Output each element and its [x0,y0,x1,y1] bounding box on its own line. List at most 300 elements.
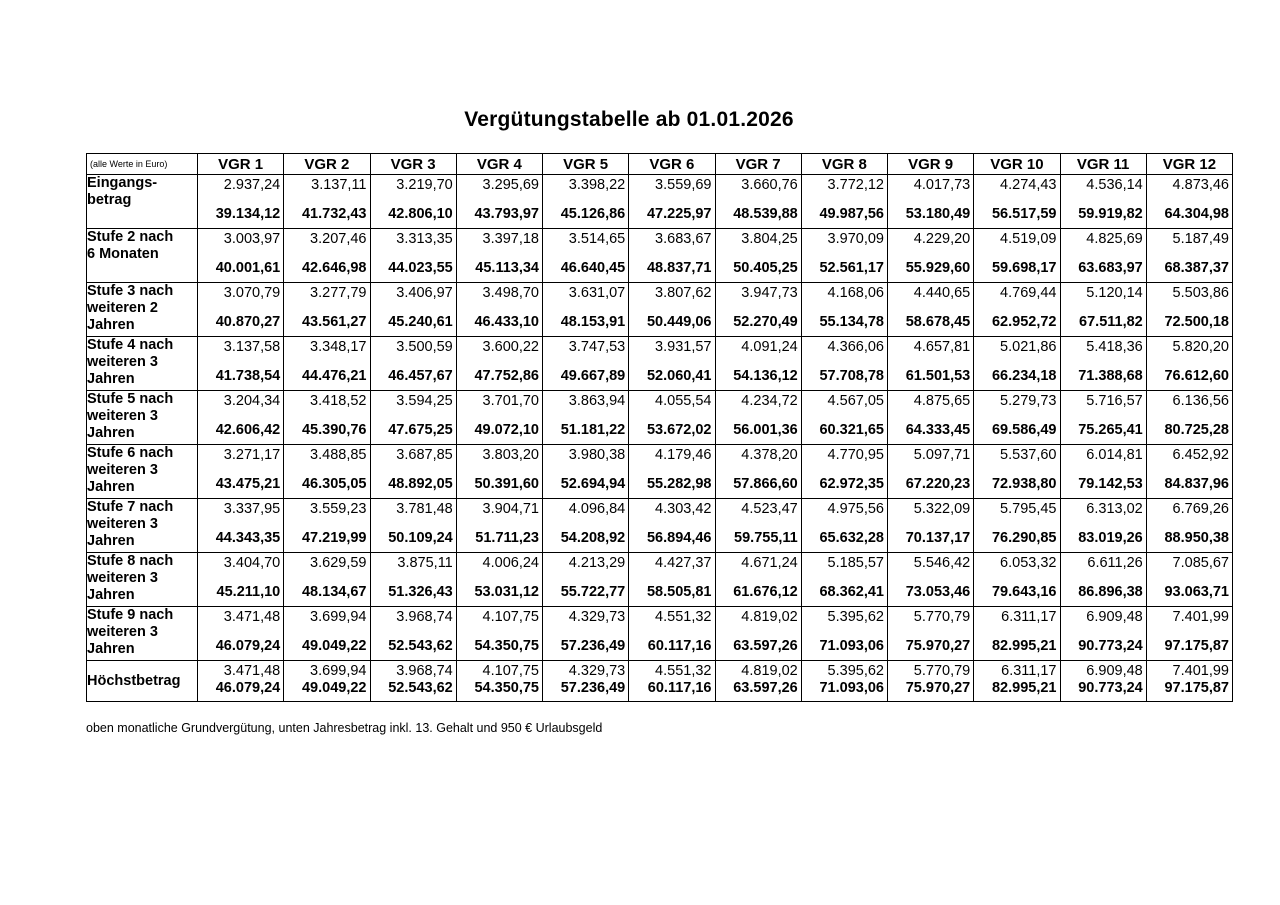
table-cell [1060,283,1146,337]
annual-value: 51.711,23 [475,530,539,546]
table-cell [801,607,887,661]
table-cell [1146,607,1232,661]
monthly-value: 4.770,95 [827,447,884,463]
monthly-value: 3.406,97 [396,285,453,301]
annual-value: 67.511,82 [1079,314,1143,330]
table-cell [974,283,1060,337]
annual-value: 63.597,26 [733,680,798,696]
table-cell [284,661,370,702]
annual-value: 41.732,43 [301,206,367,222]
monthly-value: 6.136,56 [1172,393,1229,409]
table-cell [198,499,284,553]
monthly-value: 4.234,72 [741,393,798,409]
page-title: Vergütungstabelle ab 01.01.2026 [464,108,794,131]
annual-value: 97.175,87 [1164,638,1229,654]
column-header: VGR 8 [801,154,887,175]
monthly-value: 3.295,69 [482,177,539,193]
table-cell [543,283,629,337]
annual-value: 88.950,38 [1164,530,1229,546]
annual-value: 60.117,16 [647,680,712,696]
table-cell [974,391,1060,445]
monthly-value: 4.523,47 [741,501,798,517]
column-header: VGR 5 [543,154,629,175]
monthly-value: 3.980,38 [568,447,626,463]
column-header: VGR 12 [1146,154,1232,175]
monthly-value: 3.313,35 [396,231,453,247]
monthly-value: 6.311,17 [1001,663,1057,679]
monthly-value: 3.863,94 [568,393,626,409]
annual-value: 56.001,36 [733,422,798,438]
annual-value: 52.060,41 [646,368,712,384]
monthly-value: 4.303,42 [655,501,712,517]
table-cell [198,445,284,499]
monthly-value: 4.274,43 [1000,177,1057,193]
monthly-value: 4.096,84 [568,501,626,517]
table-cell [543,661,629,702]
annual-value: 49.049,22 [301,638,367,654]
table-cell [370,391,456,445]
table-cell [715,175,801,229]
annual-value: 49.049,22 [301,680,367,696]
monthly-value: 3.600,22 [482,339,539,355]
monthly-value: 4.536,14 [1086,177,1143,193]
table-cell [888,445,974,499]
annual-value: 52.543,62 [388,680,453,696]
monthly-value: 4.107,75 [482,609,539,625]
monthly-value: 5.185,57 [827,555,884,571]
table-cell [715,229,801,283]
monthly-value: 4.017,73 [913,177,971,193]
table-cell [1146,391,1232,445]
table-cell [543,175,629,229]
monthly-value: 6.909,48 [1086,663,1143,679]
monthly-value: 3.970,09 [827,231,884,247]
table-cell [198,661,284,702]
table-cell [715,607,801,661]
table-cell [198,553,284,607]
annual-value: 42.606,42 [215,422,281,438]
table-cell [974,175,1060,229]
annual-value: 79.142,53 [1078,476,1143,492]
table-cell [888,229,974,283]
monthly-value: 3.488,85 [310,447,367,463]
annual-value: 49.667,89 [560,368,626,384]
table-cell [888,661,974,702]
annual-value: 41.738,54 [215,368,281,384]
annual-value: 59.919,82 [1078,206,1143,222]
monthly-value: 4.213,29 [568,555,626,571]
monthly-value: 4.551,32 [655,609,712,625]
monthly-value: 3.277,79 [310,285,367,301]
table-cell [974,337,1060,391]
monthly-value: 3.137,58 [223,339,281,355]
monthly-value: 5.322,09 [913,501,971,517]
table-cell [370,175,456,229]
monthly-value: 3.968,74 [396,663,453,679]
annual-value: 45.113,34 [475,260,539,276]
table-cell [629,607,715,661]
annual-value: 75.970,27 [905,638,971,654]
monthly-value: 4.873,46 [1172,177,1229,193]
annual-value: 59.755,11 [734,530,798,546]
units-note: (alle Werte in Euro) [87,154,198,175]
annual-value: 71.388,68 [1078,368,1143,384]
monthly-value: 3.804,25 [741,231,798,247]
table-cell [543,337,629,391]
annual-value: 68.362,41 [819,584,884,600]
annual-value: 56.517,59 [991,206,1057,222]
annual-value: 52.543,62 [388,638,453,654]
annual-value: 76.612,60 [1164,368,1229,384]
monthly-value: 4.769,44 [1000,285,1057,301]
column-header: VGR 10 [974,154,1060,175]
table-cell [1146,175,1232,229]
row-label: Stufe 6 nach weiteren 3 Jahren [87,445,198,499]
table-cell [629,499,715,553]
annual-value: 48.153,91 [560,314,626,330]
annual-value: 61.501,53 [905,368,971,384]
table-cell [198,175,284,229]
annual-value: 69.586,49 [991,422,1057,438]
table-cell [1146,283,1232,337]
annual-value: 55.722,77 [560,584,626,600]
monthly-value: 4.657,81 [913,339,971,355]
annual-value: 83.019,26 [1078,530,1143,546]
table-cell [284,175,370,229]
monthly-value: 3.398,22 [568,177,626,193]
row-label: Stufe 4 nach weiteren 3 Jahren [87,337,198,391]
monthly-value: 3.207,46 [310,231,367,247]
column-header: VGR 2 [284,154,370,175]
annual-value: 51.181,22 [560,422,626,438]
monthly-value: 5.820,20 [1172,339,1229,355]
annual-value: 54.208,92 [560,530,626,546]
monthly-value: 5.097,71 [913,447,971,463]
table-cell [888,175,974,229]
table-cell [715,337,801,391]
table-cell [801,445,887,499]
monthly-value: 7.085,67 [1172,555,1229,571]
monthly-value: 4.329,73 [568,663,626,679]
table-cell [1060,229,1146,283]
monthly-value: 3.699,94 [310,663,367,679]
annual-value: 46.079,24 [215,638,281,654]
table-cell [888,553,974,607]
monthly-value: 3.498,70 [482,285,539,301]
annual-value: 73.053,46 [905,584,971,600]
table-cell [456,337,542,391]
table-cell [284,283,370,337]
table-row [87,391,1233,445]
annual-value: 45.390,76 [301,422,367,438]
annual-value: 40.870,27 [215,314,281,330]
table-cell [1060,337,1146,391]
table-row [87,553,1233,607]
annual-value: 90.773,24 [1078,638,1143,654]
monthly-value: 3.348,17 [310,339,367,355]
monthly-value: 3.397,18 [482,231,539,247]
table-cell [198,337,284,391]
annual-value: 53.031,12 [474,584,539,600]
table-cell [198,391,284,445]
annual-value: 46.079,24 [215,680,281,696]
table-cell [1060,607,1146,661]
monthly-value: 4.819,02 [741,663,798,679]
monthly-value: 5.279,73 [1000,393,1057,409]
annual-value: 54.350,75 [474,638,539,654]
monthly-value: 6.769,26 [1172,501,1229,517]
table-cell [198,607,284,661]
annual-value: 75.265,41 [1078,422,1143,438]
table-cell [370,607,456,661]
table-cell [370,661,456,702]
row-label: Stufe 9 nach weiteren 3 Jahren [87,607,198,661]
annual-value: 79.643,16 [991,584,1057,600]
table-cell [198,283,284,337]
monthly-value: 3.947,73 [741,285,798,301]
table-cell [974,229,1060,283]
annual-value: 48.539,88 [733,206,798,222]
table-cell [456,175,542,229]
annual-value: 53.672,02 [646,422,712,438]
table-cell [1060,445,1146,499]
annual-value: 55.282,98 [646,476,712,492]
row-label: Stufe 5 nach weiteren 3 Jahren [87,391,198,445]
annual-value: 53.180,49 [905,206,971,222]
column-header: VGR 9 [888,154,974,175]
table-cell [888,499,974,553]
table-cell [284,391,370,445]
table-cell [284,229,370,283]
annual-value: 57.236,49 [560,680,626,696]
annual-value: 42.646,98 [301,260,367,276]
annual-value: 97.175,87 [1164,680,1229,696]
annual-value: 70.137,17 [905,530,971,546]
annual-value: 47.219,99 [301,530,367,546]
table-cell [456,661,542,702]
annual-value: 49.072,10 [474,422,539,438]
monthly-value: 5.021,86 [1000,339,1057,355]
table-cell [1146,337,1232,391]
annual-value: 48.837,71 [646,260,712,276]
table-cell [370,337,456,391]
annual-value: 64.333,45 [905,422,971,438]
annual-value: 46.457,67 [388,368,453,384]
table-cell [284,607,370,661]
annual-value: 72.500,18 [1164,314,1229,330]
table-cell [629,283,715,337]
annual-value: 61.676,12 [733,584,798,600]
table-cell [456,607,542,661]
table-row [87,499,1233,553]
monthly-value: 4.551,32 [655,663,712,679]
monthly-value: 5.795,45 [1000,501,1057,517]
table-cell [715,499,801,553]
monthly-value: 6.014,81 [1086,447,1143,463]
monthly-value: 4.366,06 [827,339,884,355]
table-body [87,175,1233,702]
column-header: VGR 4 [456,154,542,175]
annual-value: 65.632,28 [819,530,884,546]
table-cell [543,229,629,283]
annual-value: 43.475,21 [215,476,281,492]
table-cell [284,499,370,553]
monthly-value: 3.968,74 [396,609,453,625]
monthly-value: 3.003,97 [223,231,281,247]
row-label: Stufe 2 nach 6 Monaten [87,229,198,283]
table-cell [715,445,801,499]
table-cell [801,175,887,229]
table-cell [888,607,974,661]
monthly-value: 2.937,24 [223,177,281,193]
table-cell [370,445,456,499]
table-cell [888,337,974,391]
monthly-value: 3.559,69 [655,177,712,193]
table-cell [801,391,887,445]
table-cell [629,553,715,607]
table-row [87,661,1233,702]
annual-value: 72.938,80 [991,476,1057,492]
annual-value: 82.995,21 [991,680,1057,696]
monthly-value: 4.006,24 [482,555,539,571]
annual-value: 56.894,46 [646,530,712,546]
annual-value: 80.725,28 [1164,422,1229,438]
monthly-value: 5.770,79 [913,663,971,679]
table-cell [1146,499,1232,553]
annual-value: 50.449,06 [646,314,712,330]
table-cell [370,499,456,553]
annual-value: 43.561,27 [301,314,367,330]
monthly-value: 3.594,25 [396,393,453,409]
annual-value: 82.995,21 [991,638,1057,654]
monthly-value: 3.687,85 [396,447,453,463]
table-cell [1146,661,1232,702]
monthly-value: 4.378,20 [741,447,798,463]
annual-value: 54.136,12 [733,368,798,384]
table-row [87,607,1233,661]
monthly-value: 3.137,11 [311,177,367,193]
annual-value: 50.405,25 [733,260,798,276]
monthly-value: 6.909,48 [1086,609,1143,625]
annual-value: 57.866,60 [733,476,798,492]
annual-value: 64.304,98 [1164,206,1229,222]
annual-value: 48.134,67 [301,584,367,600]
annual-value: 49.987,56 [819,206,884,222]
annual-value: 51.326,43 [388,584,453,600]
monthly-value: 4.091,24 [741,339,798,355]
monthly-value: 6.611,26 [1087,555,1143,571]
monthly-value: 3.699,94 [310,609,367,625]
column-header: VGR 1 [198,154,284,175]
monthly-value: 3.404,70 [223,555,281,571]
column-header: VGR 3 [370,154,456,175]
table-row [87,175,1233,229]
annual-value: 71.093,06 [819,638,884,654]
table-cell [974,499,1060,553]
monthly-value: 3.683,67 [655,231,712,247]
annual-value: 48.892,05 [388,476,453,492]
column-header: VGR 7 [715,154,801,175]
annual-value: 62.972,35 [819,476,884,492]
annual-value: 60.117,16 [647,638,712,654]
table-row [87,283,1233,337]
table-cell [1146,445,1232,499]
row-label: Stufe 3 nach weiteren 2 Jahren [87,283,198,337]
monthly-value: 5.537,60 [1000,447,1057,463]
table-cell [888,391,974,445]
row-label: Höchstbetrag [87,661,198,702]
table-row [87,337,1233,391]
salary-table [86,153,1233,702]
monthly-value: 4.819,02 [741,609,798,625]
monthly-value: 5.546,42 [913,555,971,571]
monthly-value: 6.452,92 [1172,447,1229,463]
table-cell [1060,499,1146,553]
table-row [87,229,1233,283]
table-cell [629,337,715,391]
table-cell [456,553,542,607]
monthly-value: 3.660,76 [741,177,798,193]
table-cell [974,445,1060,499]
annual-value: 52.694,94 [560,476,626,492]
table-cell [370,553,456,607]
monthly-value: 3.418,52 [310,393,367,409]
monthly-value: 5.395,62 [827,663,884,679]
annual-value: 47.675,25 [388,422,453,438]
annual-value: 52.270,49 [733,314,798,330]
annual-value: 59.698,17 [991,260,1057,276]
monthly-value: 4.107,75 [482,663,539,679]
table-cell [1146,229,1232,283]
table-cell [284,337,370,391]
table-cell [801,337,887,391]
table-cell [888,283,974,337]
annual-value: 50.109,24 [388,530,453,546]
table-cell [629,661,715,702]
monthly-value: 6.313,02 [1086,501,1143,517]
annual-value: 58.505,81 [646,584,712,600]
monthly-value: 4.975,56 [827,501,884,517]
monthly-value: 3.629,59 [310,555,367,571]
monthly-value: 4.671,24 [741,555,798,571]
annual-value: 44.023,55 [388,260,453,276]
monthly-value: 5.770,79 [913,609,971,625]
monthly-value: 3.500,59 [396,339,453,355]
table-row [87,445,1233,499]
monthly-value: 4.229,20 [913,231,971,247]
table-cell [801,661,887,702]
monthly-value: 4.440,65 [913,285,971,301]
monthly-value: 6.053,32 [1000,555,1057,571]
monthly-value: 3.559,23 [310,501,367,517]
annual-value: 93.063,71 [1164,584,1229,600]
table-cell [456,283,542,337]
monthly-value: 4.055,54 [655,393,712,409]
monthly-value: 5.503,86 [1172,285,1229,301]
table-cell [1060,661,1146,702]
annual-value: 52.561,17 [819,260,884,276]
annual-value: 90.773,24 [1078,680,1143,696]
table-cell [715,553,801,607]
monthly-value: 4.427,37 [655,555,712,571]
table-cell [974,607,1060,661]
table-cell [715,283,801,337]
table-cell [456,391,542,445]
table-cell [1060,175,1146,229]
table-cell [370,229,456,283]
annual-value: 44.476,21 [301,368,367,384]
annual-value: 50.391,60 [474,476,539,492]
